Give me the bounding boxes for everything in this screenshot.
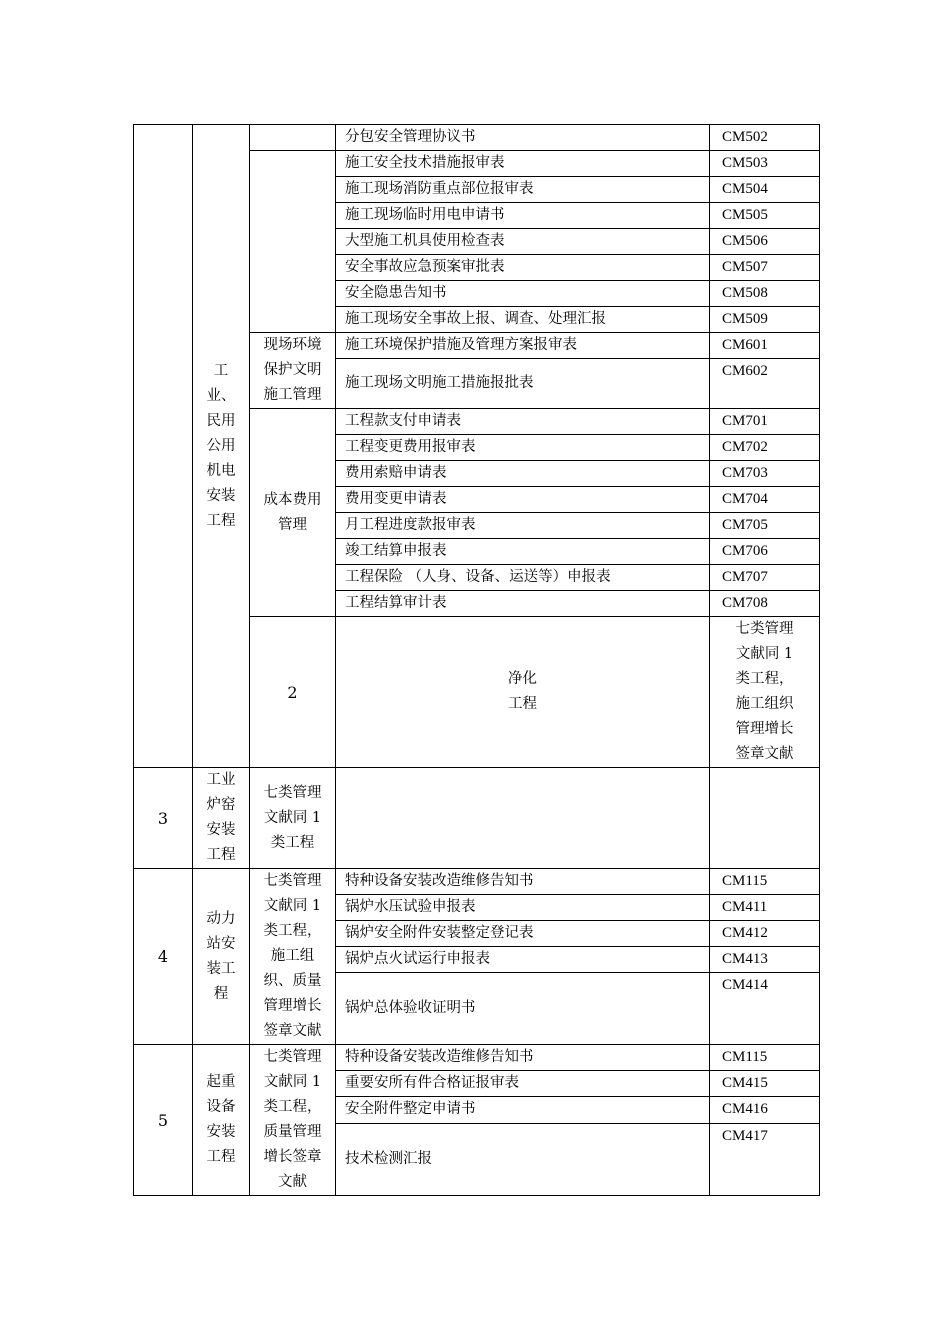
doc-code: CM508 [710, 281, 820, 307]
doc-code: CM415 [710, 1071, 820, 1097]
section2-category-text: 七类管理 文献同 1 类工程， 施工组织 管理增长 签章文献 [735, 621, 794, 762]
doc-code: CM704 [710, 487, 820, 513]
section4-category [250, 869, 336, 1045]
doc-name: 锅炉点火试运行申报表 [336, 947, 710, 973]
doc-code: CM707 [710, 565, 820, 591]
section1-group1-category [250, 151, 336, 333]
doc-name: 施工现场安全事故上报、调查、处理汇报 [336, 307, 710, 333]
section5-project-text: 起重 设备 安装 工程 [206, 1074, 236, 1165]
doc-name: 竣工结算申报表 [336, 539, 710, 565]
section3-category-text: 七类管理 文献同 1 类工程 [263, 784, 322, 851]
doc-name: 施工现场消防重点部位报审表 [336, 177, 710, 203]
doc-code: CM702 [710, 435, 820, 461]
section2-category [710, 617, 820, 768]
doc-name: 锅炉安全附件安装整定登记表 [336, 921, 710, 947]
section3-number: 3 [134, 768, 193, 869]
section1-project-text: 工 业、 民用 公用 机电 安装 工程 [206, 362, 236, 529]
section1-group2-category-text: 现场环境 保护文明 施工管理 [263, 337, 322, 403]
doc-code: CM706 [710, 539, 820, 565]
doc-code: CM412 [710, 921, 820, 947]
doc-name: 安全事故应急预案审批表 [336, 255, 710, 281]
doc-name: 大型施工机具使用检查表 [336, 229, 710, 255]
section4-project-text: 动力 站安 装工 程 [206, 910, 236, 1002]
section3-category [250, 768, 336, 869]
section5-category [250, 1045, 336, 1196]
doc-code: CM509 [710, 307, 820, 333]
doc-code: CM505 [710, 203, 820, 229]
doc-name: 施工环境保护措施及管理方案报审表 [336, 333, 710, 359]
section3-project-text: 工业 炉窑 安装 工程 [206, 772, 236, 863]
doc-name: 重要安所有件合格证报审表 [336, 1071, 710, 1097]
doc-name: 特种设备安装改造维修告知书 [336, 1045, 710, 1071]
doc-name: 工程款支付申请表 [336, 409, 710, 435]
doc-code: CM115 [710, 869, 820, 895]
section2-project-text: 净化 工程 [508, 671, 537, 712]
doc-code [710, 768, 820, 869]
section5-project [193, 1045, 250, 1196]
doc-code: CM705 [710, 513, 820, 539]
section2-project [336, 617, 710, 768]
section1-group3-category-text: 成本费用 管理 [263, 491, 322, 533]
doc-code: CM414 [710, 973, 820, 1045]
doc-name [336, 768, 710, 869]
doc-code: CM507 [710, 255, 820, 281]
doc-name: 施工现场文明施工措施报批表 [336, 359, 710, 409]
doc-name: 工程结算审计表 [336, 591, 710, 617]
section5-number: 5 [134, 1045, 193, 1196]
doc-name: 安全附件整定申请书 [336, 1097, 710, 1123]
doc-code: CM417 [710, 1123, 820, 1195]
doc-code: CM703 [710, 461, 820, 487]
section1-group3-category [250, 409, 336, 617]
section1-project [193, 125, 250, 768]
doc-name: 费用索赔申请表 [336, 461, 710, 487]
doc-name: 月工程进度款报审表 [336, 513, 710, 539]
doc-code: CM413 [710, 947, 820, 973]
doc-code: CM503 [710, 151, 820, 177]
section1-group2-category [250, 333, 336, 409]
doc-name: 技术检测汇报 [336, 1123, 710, 1195]
doc-name: 锅炉总体验收证明书 [336, 973, 710, 1045]
section1-group0-category [250, 125, 336, 151]
doc-code: CM601 [710, 333, 820, 359]
doc-name: 特种设备安装改造维修告知书 [336, 869, 710, 895]
section4-number: 4 [134, 869, 193, 1045]
doc-code: CM506 [710, 229, 820, 255]
doc-code: CM701 [710, 409, 820, 435]
doc-name: 锅炉水压试验申报表 [336, 895, 710, 921]
doc-name: 费用变更申请表 [336, 487, 710, 513]
doc-code: CM504 [710, 177, 820, 203]
doc-name: 施工现场临时用电申请书 [336, 203, 710, 229]
doc-name: 施工安全技术措施报审表 [336, 151, 710, 177]
doc-code: CM416 [710, 1097, 820, 1123]
section3-project [193, 768, 250, 869]
doc-name: 工程变更费用报审表 [336, 435, 710, 461]
section1-number [134, 125, 193, 768]
document-list-table [133, 124, 820, 1196]
doc-code: CM115 [710, 1045, 820, 1071]
section4-project [193, 869, 250, 1045]
section4-category-text: 七类管理 文献同 1 类工程， 施工组 织、质量 管理增长 签章文献 [263, 873, 322, 1039]
doc-code: CM708 [710, 591, 820, 617]
doc-code: CM411 [710, 895, 820, 921]
doc-code: CM602 [710, 359, 820, 409]
doc-name: 分包安全管理协议书 [336, 125, 710, 151]
doc-name: 安全隐患告知书 [336, 281, 710, 307]
section5-category-text: 七类管理 文献同 1 类工程， 质量管理 增长签章 文献 [263, 1049, 322, 1190]
doc-name: 工程保险 （人身、设备、运送等）申报表 [336, 565, 710, 591]
section2-number: 2 [250, 617, 336, 768]
doc-code: CM502 [710, 125, 820, 151]
